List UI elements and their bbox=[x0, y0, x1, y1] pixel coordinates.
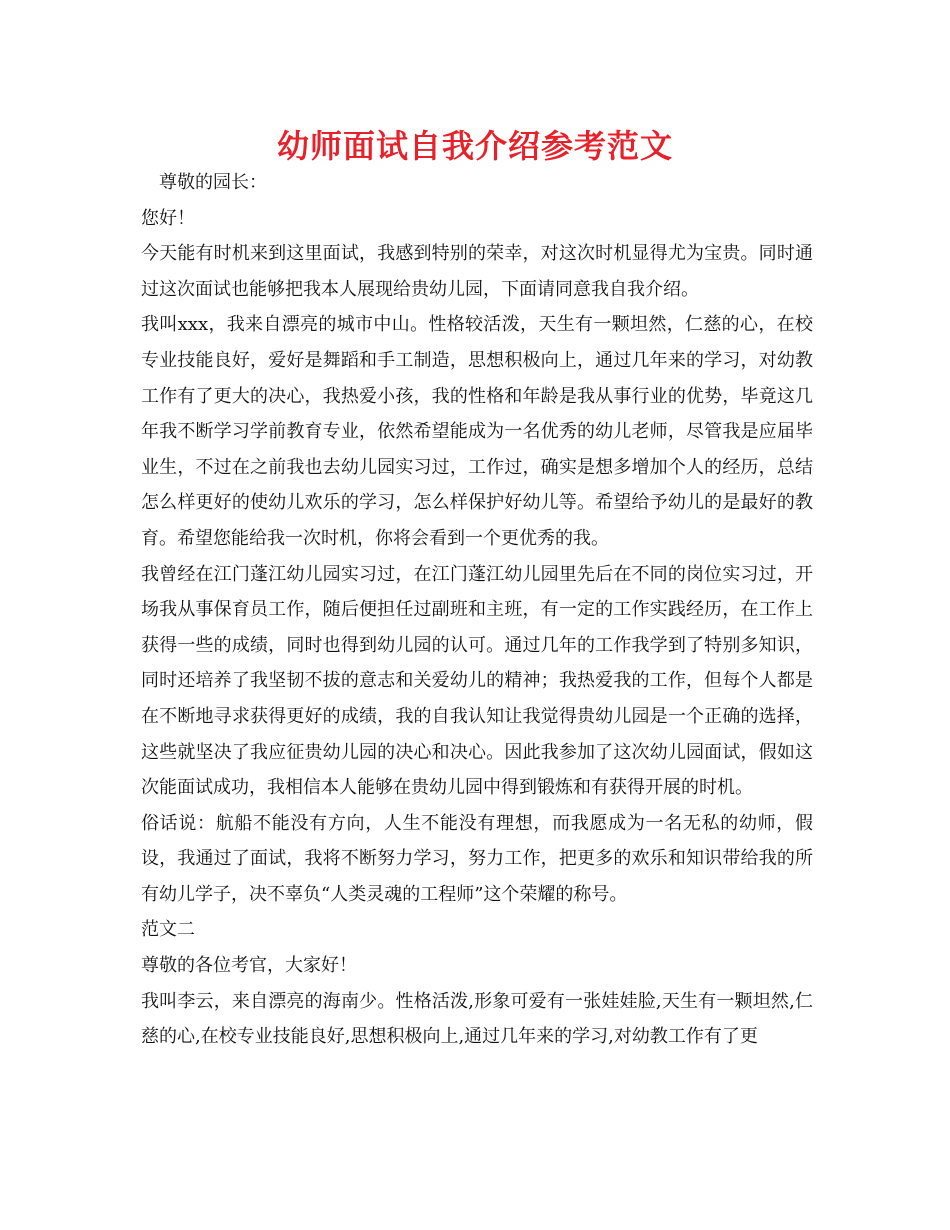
section-heading-sample-two: 范文二 bbox=[141, 919, 195, 941]
paragraph-experience: 我曾经在江门蓬江幼儿园实习过，在江门蓬江幼儿园里先后在不同的岗位实习过，开场我从事保育员工作，随后便担任过副班和主班，有一定的工作实践经历，在工作上获得一些的成绩，同时也得到幼儿园的认可。通过几年的工作我学到了特别多知识，同时还培养了我坚韧不拔的意志和关爱幼儿的精神；我热爱我的工作，但每个人都是在不断地寻求获得更好的成绩，我的自我认知让我觉得贵幼儿园是一个正确的选择，这些就坚决了我应征贵幼儿园的决心和决心。因此我参加了这次幼儿园面试，假如这次能面试成功，我相信本人能够在贵幼儿园中得到锻炼和有获得开展的时机。 bbox=[141, 563, 813, 799]
paragraph-intro: 今天能有时机来到这里面试，我感到特别的荣幸，对这次时机显得尤为宝贵。同时通过这次面试也能够把我本人展现给贵幼儿园，下面请同意我自我介绍。 bbox=[141, 243, 813, 300]
document-body bbox=[141, 165, 813, 1055]
greeting-sample-two: 尊敬的各位考官，大家好！ bbox=[141, 955, 357, 977]
paragraph-self: 我叫xxx，我来自漂亮的城市中山。性格较活泼，天生有一颗坦然，仁慈的心，在校专业技能良好，爱好是舞蹈和手工制造，思想积极向上，通过几年来的学习，对幼教工作有了更大的决心，我热爱小孩，我的性格和年龄是我从事行业的优势，毕竟这几年我不断学习学前教育专业，依然希望能成为一名优秀的幼儿老师，尽管我是应届毕业生，不过在之前我也去幼儿园实习过，工作过，确实是想多增加个人的经历，总结怎么样更好的使幼儿欢乐的学习，怎么样保护好幼儿等。希望给予幼儿的是最好的教育。希望您能给我一次时机，你将会看到一个更优秀的我。 bbox=[141, 314, 813, 549]
paragraph-sample-two-self: 我叫李云，来自漂亮的海南少。性格活泼,形象可爱有一张娃娃脸,天生有一颗坦然,仁慈的心,在校专业技能良好,思想积极向上,通过几年来的学习,对幼教工作有了更 bbox=[141, 990, 813, 1048]
paragraph-closing: 俗话说：航船不能没有方向，人生不能没有理想，而我愿成为一名无私的幼师，假设，我通过了面试，我将不断努力学习，努力工作，把更多的欢乐和知识带给我的所有幼儿学子，决不辜负“人类灵魂的工程师”这个荣耀的称号。 bbox=[141, 812, 813, 905]
document-title: 幼师面试自我介绍参考范文 bbox=[276, 127, 673, 165]
greeting: 您好！ bbox=[141, 207, 195, 229]
salutation: 尊敬的园长： bbox=[159, 172, 267, 193]
